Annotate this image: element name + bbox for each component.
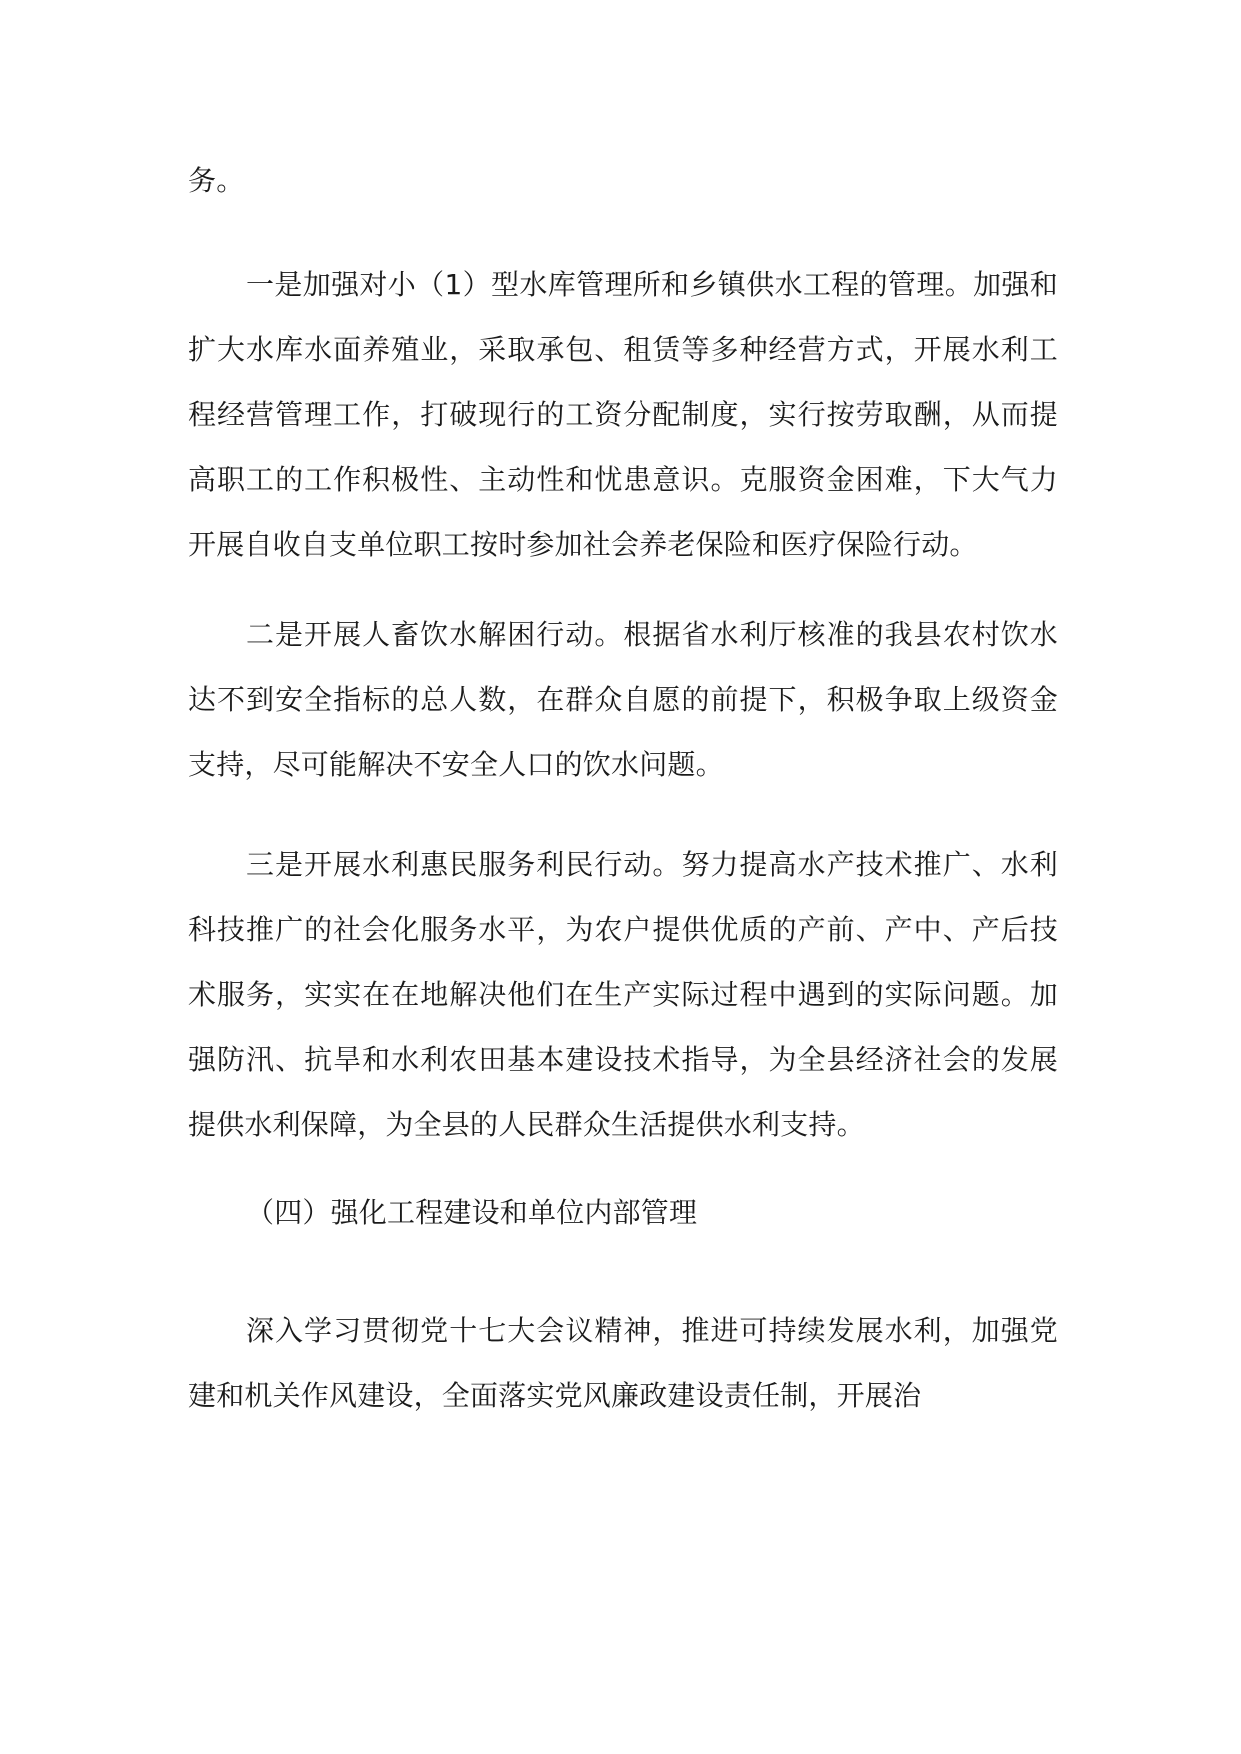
paragraph-section-body: 深入学习贯彻党十七大会议精神，推进可持续发展水利，加强党建和机关作风建设，全面落实党风廉政建设责任制，开展治 xyxy=(188,1314,1058,1412)
paragraph-item-three: 三是开展水利惠民服务利民行动。努力提高水产技术推广、水利科技推广的社会化服务水平，为农户提供优质的产前、产中、产后技术服务，实实在在地解决他们在生产实际过程中遇到的实际问题。加强防汛、抗旱和水利农田基本建设技术指导，为全县经济社会的发展提供水利保障，为全县的人民群众生活提供水利支持。 xyxy=(188,848,1058,1141)
paragraph-continuation: 务。 xyxy=(188,164,245,197)
paragraph-item-one: 一是加强对小（1）型水库管理所和乡镇供水工程的管理。加强和扩大水库水面养殖业，采取承包、租赁等多种经营方式，开展水利工程经营管理工作，打破现行的工资分配制度，实行按劳取酬，从而提高职工的工作积极性、主动性和忧患意识。克服资金困难，下大气力开展自收自支单位职工按时参加社会养老保险和医疗保险行动。 xyxy=(188,268,1058,561)
paragraph-item-two: 二是开展人畜饮水解困行动。根据省水利厅核准的我县农村饮水达不到安全指标的总人数，在群众自愿的前提下，积极争取上级资金支持，尽可能解决不安全人口的饮水问题。 xyxy=(188,618,1058,781)
section-heading: （四）强化工程建设和单位内部管理 xyxy=(246,1196,698,1229)
